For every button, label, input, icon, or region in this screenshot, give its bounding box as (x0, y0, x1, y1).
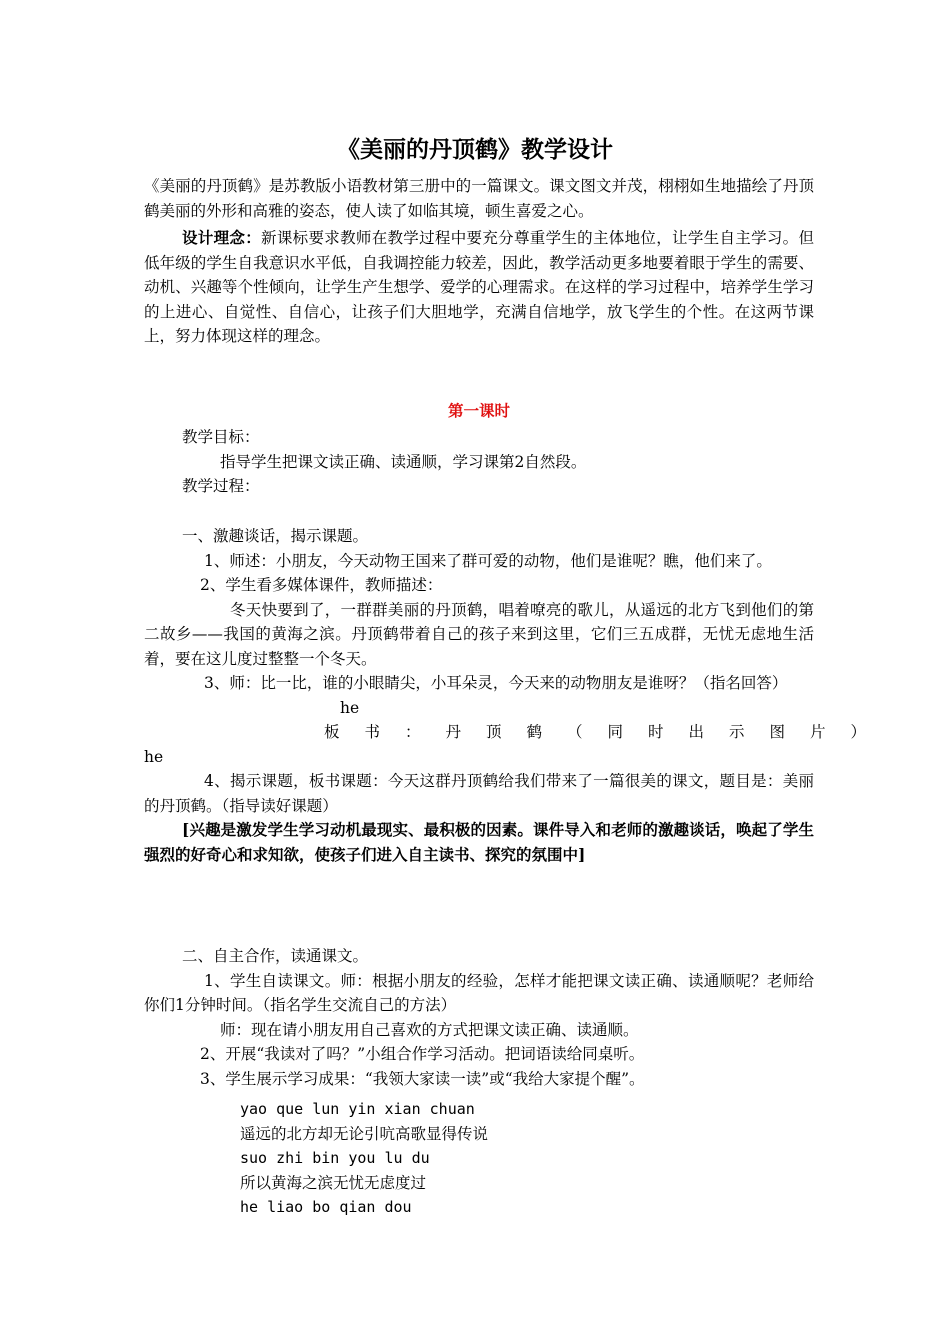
goal-label: 教学目标： (182, 428, 260, 446)
section-one-title: 一、激趣谈话，揭示课题。 (182, 527, 369, 545)
board-pinyin-top: he (340, 698, 360, 717)
vocabulary-list (144, 1097, 814, 1220)
teaching-comment: [兴趣是激发学生学习动机最现实、最积极的因素。课件导入和老师的激趣谈话，唤起了学生强烈的好奇心和求知欲，使孩子们进入自主读书、探究的氛围中] (144, 820, 814, 864)
section-two-title: 二、自主合作，读通课文。 (182, 947, 369, 965)
section-one-item-4: 4、揭示课题，板书课题：今天这群丹顶鹤给我们带来了一篇很美的课文，题目是：美丽的丹顶鹤。（指导读好课题） (144, 772, 814, 815)
section-one-item-1: 1、师述：小朋友，今天动物王国来了群可爱的动物，他们是谁呢？瞧，他们来了。 (204, 551, 772, 570)
intro-paragraph (144, 174, 814, 223)
section-two-item-3: 3、学生展示学习成果：“我领大家读一读”或“我给大家提个醒”。 (200, 1069, 645, 1088)
lesson-goals (144, 425, 814, 499)
intro-text: 《美丽的丹顶鹤》是苏教版小语教材第三册中的一篇课文。课文图文并茂，栩栩如生地描绘了丹顶鹤美丽的外形和高雅的姿态，使人读了如临其境，顿生喜爱之心。 (144, 177, 814, 220)
vocab-line: he liao bo qian dou (240, 1198, 412, 1216)
design-text: 新课标要求教师在教学过程中要充分尊重学生的主体地位，让学生自主学习。但低年级的学生自我意识水平低，自我调控能力较差，因此，教学活动更多地要着眼于学生的需要、动机、兴趣等个性倾向，让学生产生想学、爱学的心理需求。在这样的学习过程中，培养学生学习的上进心、自觉性、自信心，让孩子们大胆地学，充满自信地学，放飞学生的个性。在这两节课上，努力体现这样的理念。 (144, 229, 814, 345)
section-one-item-3: 3、师：比一比，谁的小眼睛尖，小耳朵灵，今天来的动物朋友是谁呀？（指名回答） (204, 674, 788, 692)
board-pinyin-bottom: he (144, 747, 164, 766)
vocab-line: suo zhi bin you lu du (240, 1149, 430, 1167)
board-text: 板书：丹顶鹤（同时出示图片） (324, 723, 892, 741)
vocab-line: yao que lun yin xian chuan (240, 1100, 475, 1118)
section-one-description: 冬天快要到了，一群群美丽的丹顶鹤，唱着嘹亮的歌儿，从遥远的北方飞到他们的第二故乡——我国的黄海之滨。丹顶鹤带着自己的孩子来到这里，它们三五成群，无忧无虑地生活着，要在这儿度过整整一个冬天。 (144, 600, 814, 668)
goal-text: 指导学生把课文读正确、读通顺，学习课第2自然段。 (220, 452, 587, 471)
lesson-heading: 第一课时 (447, 401, 510, 420)
section-two-item-2: 2、开展“我读对了吗？”小组合作学习活动。把词语读给同桌听。 (200, 1045, 645, 1063)
process-label: 教学过程： (182, 477, 260, 495)
vocab-line: 遥远的北方却无论引吭高歌显得传说 (240, 1124, 489, 1143)
section-one (144, 524, 892, 867)
lesson-heading-block (144, 399, 814, 424)
section-two-item-1: 1、学生自读课文。师：根据小朋友的经验，怎样才能把课文读正确、读通顺呢？老师给你们1分钟时间。（指名学生交流自己的方法） (144, 971, 814, 1014)
document-title: 《美丽的丹顶鹤》教学设计 (337, 136, 613, 163)
section-two-item-1b: 师：现在请小朋友用自己喜欢的方式把课文读正确、读通顺。 (220, 1020, 639, 1039)
design-concept (144, 226, 814, 349)
section-one-item-2: 2、学生看多媒体课件，教师描述： (200, 576, 443, 594)
design-concept-paragraph (144, 226, 814, 349)
vocab-line: 所以黄海之滨无忧无虑度过 (240, 1173, 427, 1192)
section-two (144, 944, 814, 1091)
design-label: 设计理念： (182, 228, 262, 247)
